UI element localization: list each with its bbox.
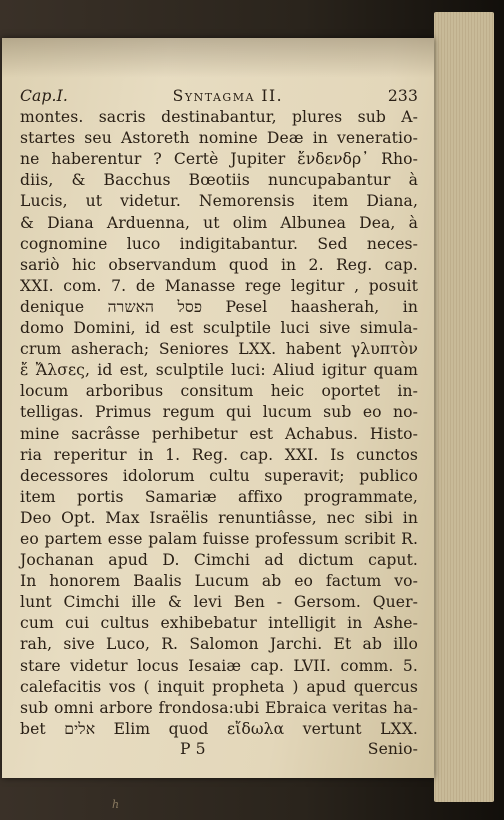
page-number: 233 — [387, 87, 418, 105]
running-head — [20, 86, 418, 107]
running-title: Syntagma II. — [172, 87, 284, 105]
chapter-label: Cap.I. — [20, 87, 68, 105]
text-line: sub omni arbore frondosa:ubi Ebraica veritas ha- — [20, 698, 418, 717]
text-line: In honorem Baalis Lucum ab eo factum vo- — [20, 572, 418, 591]
stray-mark: h — [112, 798, 120, 811]
text-line: Lucis, ut videtur. Nemorensis item Diana, — [20, 192, 418, 211]
text-line: diis, & Bacchus Bœotiis nuncupabantur à — [20, 171, 418, 190]
text-line: eo partem esse palam fuisse professum scribit R. — [20, 529, 418, 548]
text-line: stare videtur locus Iesaiæ cap. LVII. comm. 5. — [20, 656, 418, 675]
text-line: sariò hic observandum quod in 2. Reg. cap. — [20, 255, 418, 274]
text-line: crum asherach; Seniores LXX. habent γλυπτὸν — [20, 340, 418, 359]
page-text — [20, 86, 418, 760]
text-line: Deo Opt. Max Israëlis renuntiâsse, nec sibi in — [20, 508, 418, 527]
text-line: XXI. com. 7. de Manasse rege legitur , posuit — [20, 276, 418, 295]
text-line: decessores idolorum cultu superavit; publico — [20, 466, 418, 485]
text-line: locum arboribus consitum heic oportet in- — [20, 382, 418, 401]
signature-mark: P 5 — [180, 739, 206, 758]
catchword: Senio- — [367, 739, 418, 758]
text-line: calefacitis vos ( inquit propheta ) apud quercus — [20, 677, 418, 696]
text-line: startes seu Astoreth nomine Deæ in veneratio- — [20, 129, 418, 148]
text-line: telligas. Primus regum qui lucum sub eo no- — [20, 403, 418, 422]
text-line: mine sacrâsse perhibetur est Achabus. Histo- — [20, 424, 418, 443]
page-footer — [20, 739, 418, 760]
book-page — [2, 38, 434, 811]
text-line: bet אלים Elim quod εἴδωλα vertunt LXX. — [20, 719, 418, 738]
text-line: cum cui cultus exhibebatur intelligit in Ashe- — [20, 614, 418, 633]
text-line: ria reperitur in 1. Reg. cap. XXI. Is cunctos — [20, 445, 418, 464]
text-line: Jochanan apud D. Cimchi ad dictum caput. — [20, 551, 418, 570]
text-line: item portis Samariæ affixo programmate, — [20, 487, 418, 506]
text-line: lunt Cimchi ille & levi Ben - Gersom. Quer- — [20, 593, 418, 612]
page-edges — [434, 12, 494, 802]
text-lines — [20, 107, 418, 740]
text-line: rah, sive Luco, R. Salomon Jarchi. Et ab illo — [20, 635, 418, 654]
text-line: ne haberentur ? Certè Jupiter ἔνδενδρ᾿ Rho- — [20, 150, 418, 169]
text-line: ἔ Ἄλσες, id est, sculptile luci: Aliud igitur quam — [20, 361, 418, 380]
text-line: denique פסל האשרה Pesel haasherah, in — [20, 297, 418, 316]
text-line: cognomine luco indigitabantur. Sed neces- — [20, 234, 418, 253]
page-shadow — [2, 38, 434, 78]
text-line: montes. sacris destinabantur, plures sub A- — [20, 108, 418, 127]
text-line: domo Domini, id est sculptile luci sive simula- — [20, 319, 418, 338]
text-line: & Diana Arduenna, ut olim Albunea Dea, à — [20, 213, 418, 232]
